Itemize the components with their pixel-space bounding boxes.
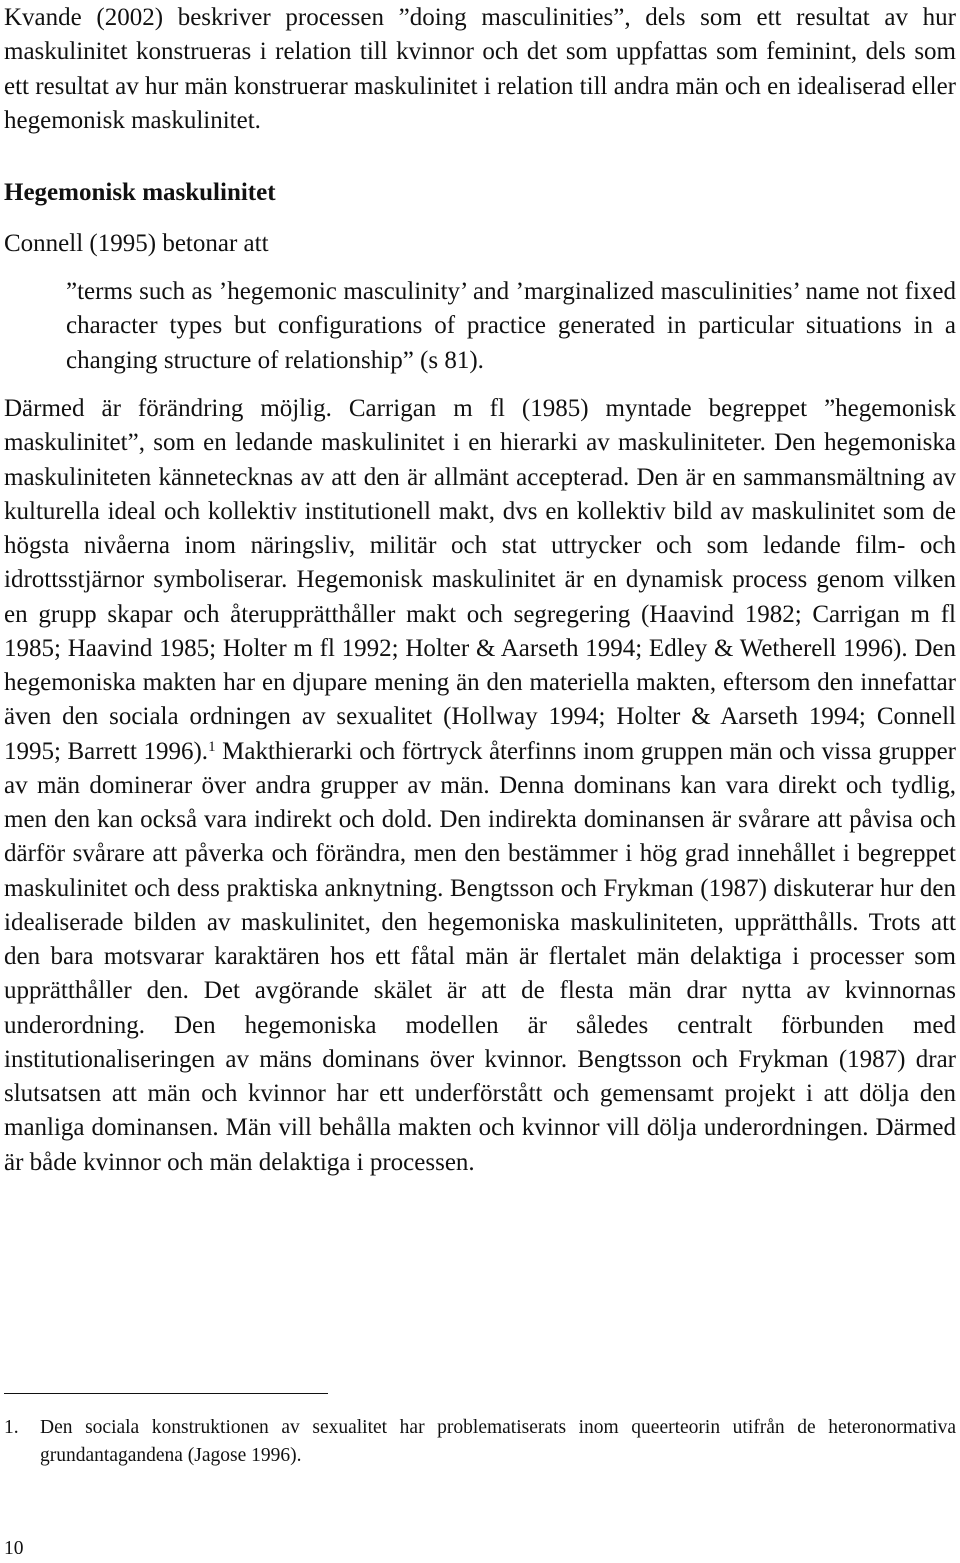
body-text-part-2: Makthierarki och förtryck återfinns inom gruppen män och vissa grupper av män dominerar över andra grupper av män. Denna dominans kan vara direkt och tydlig, men den kan också vara indirekt och dold. Den indirekta dominansen är svårare att påvisa och därför svårare att påverka och förändra, men den bestämmer i hög grad innehållet i begreppet maskulinitet och dess praktiska anknytning. Bengtsson och Frykman (1987) diskuterar hur den idealiserade bilden av maskulinitet, den hegemoniska maskuliniteten, upprätthålls. Trots att den bara motsvarar karaktären hos ett fåtal män är flertalet män delaktiga i processer som upprätthåller den. Det avgörande skälet är att de flesta män drar nytta av kvinnornas underordning. Den hegemoniska modellen är således centralt förbunden med institutionaliseringen av mäns dominans över kvinnor. Bengtsson och Frykman (1987) drar slutsatsen att män och kvinnor har ett underförstått och gemensamt projekt i att dölja den manliga dominansen. Män vill behålla makten och kvinnor vill dölja underordningen. Därmed är både kvinnor och män delaktiga i processen. (4, 737, 956, 1176)
footnote-separator (4, 1393, 328, 1394)
block-quote: ”terms such as ’hegemonic masculinity’ and ’marginalized masculinities’ name not fixed character types but configurations of practice generated in particular situations in a changing structure of relationship” (s 81). (66, 278, 956, 374)
footnote-number: 1. (4, 1417, 19, 1438)
body-text-part-1: Därmed är förändring möjlig. Carrigan m fl (1985) myntade begreppet ”hegemonisk maskulinitet”, som en ledande maskulinitet i en hierarki av maskuliniteter. Den hegemoniska maskuliniteten kännetecknas av att den är allmänt accepterad. Den är en sammansmältning av kulturella ideal och kollektiv institutionell makt, dvs en kollektiv bild av maskulinitet som de högsta nivåerna inom näringsliv, militär och stat uttrycker och som ledande film- och idrottsstjärnor symboliserar. Hegemonisk maskulinitet är en dynamisk process genom vilken en grupp skapar och återupprätthåller makt och segregering (Haavind 1982; Carrigan m fl 1985; Haavind 1985; Holter m fl 1992; Holter & Aarseth 1994; Edley & Wetherell 1996). Den hegemoniska makten har en djupare mening än den materiella makten, eftersom den innefattar även den sociala ordningen av sexualitet (Hollway 1994; Holter & Aarseth 1994; Connell 1995; Barrett 1996). (4, 395, 956, 765)
body-text (4, 392, 956, 1180)
body-paragraph (4, 392, 956, 1180)
footnote (4, 1414, 956, 1470)
footnote-text: Den sociala konstruktionen av sexualitet har problematiserats inom queerteorin utifrån de heteronormativa grundantagandena (Jagose 1996). (40, 1417, 956, 1466)
quote-lead-in: Connell (1995) betonar att (4, 230, 269, 257)
page-number: 10 (4, 1538, 24, 1559)
section-heading: Hegemonisk maskulinitet (4, 179, 276, 206)
intro-paragraph: Kvande (2002) beskriver processen ”doing masculinities”, dels som ett resultat av hur maskulinitet konstrueras i relation till kvinnor och det som uppfattas som feminint, dels som ett resultat av hur män konstruerar maskulinitet i relation till andra män och en idealiserad eller hegemonisk maskulinitet. (4, 4, 956, 134)
footnote-reference[interactable]: 1 (208, 738, 216, 755)
